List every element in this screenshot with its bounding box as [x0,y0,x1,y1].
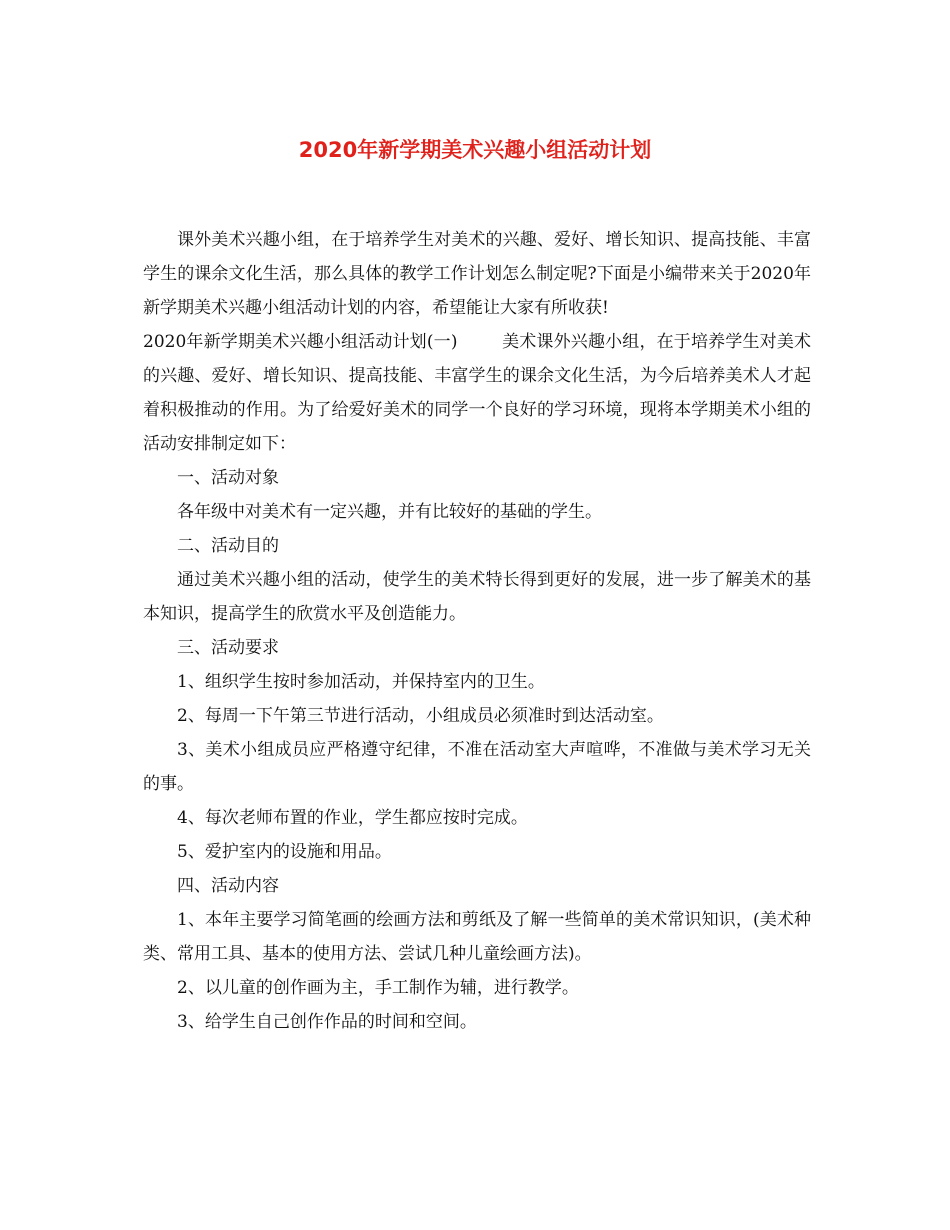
list-item: 3、给学生自己创作作品的时间和空间。 [177,1012,477,1032]
plan-heading: 2020年新学期美术兴趣小组活动计划(一) [143,332,458,352]
intro-paragraph [143,223,811,461]
section-paragraph: 各年级中对美术有一定兴趣，并有比较好的基础的学生。 [177,502,602,522]
section-heading: 二、活动目的 [177,536,279,556]
list-item: 3、美术小组成员应严格遵守纪律，不准在活动室大声喧哗，不准做与美术学习无关的事。 [143,740,811,794]
list-item: 1、组织学生按时参加活动，并保持室内的卫生。 [177,672,545,692]
list-item: 5、爱护室内的设施和用品。 [177,842,392,862]
section-paragraph: 通过美术兴趣小组的活动，使学生的美术特长得到更好的发展，进一步了解美术的基本知识，提高学生的欣赏水平及创造能力。 [143,570,811,624]
section-heading: 四、活动内容 [177,876,279,896]
document-body [143,223,811,1039]
intro-text: 课外美术兴趣小组，在于培养学生对美术的兴趣、爱好、增长知识、提高技能、丰富学生的课余文化生活，那么具体的教学工作计划怎么制定呢?下面是小编带来关于2020年新学期美术兴趣小组活动计划的内容，希望能让大家有所收获! [143,230,811,318]
document-title: 2020年新学期美术兴趣小组活动计划 [298,138,652,162]
plan-intro: 美术课外兴趣小组，在于培养学生对美术的兴趣、爱好、增长知识、提高技能、丰富学生的课余文化生活，为今后培养美术人才起着积极推动的作用。为了给爱好美术的同学一个良好的学习环境，现将本学期美术小组的活动安排制定如下： [143,332,812,454]
list-item: 2、以儿童的创作画为主，手工制作为辅，进行教学。 [177,978,579,998]
list-item: 2、每周一下午第三节进行活动，小组成员必须准时到达活动室。 [177,706,664,726]
section-heading: 三、活动要求 [177,638,279,658]
section-heading: 一、活动对象 [177,468,279,488]
list-item: 1、本年主要学习简笔画的绘画方法和剪纸及了解一些简单的美术常识知识，(美术种类、常用工具、基本的使用方法、尝试几种儿童绘画方法)。 [143,910,811,964]
list-item: 4、每次老师布置的作业，学生都应按时完成。 [177,808,528,828]
